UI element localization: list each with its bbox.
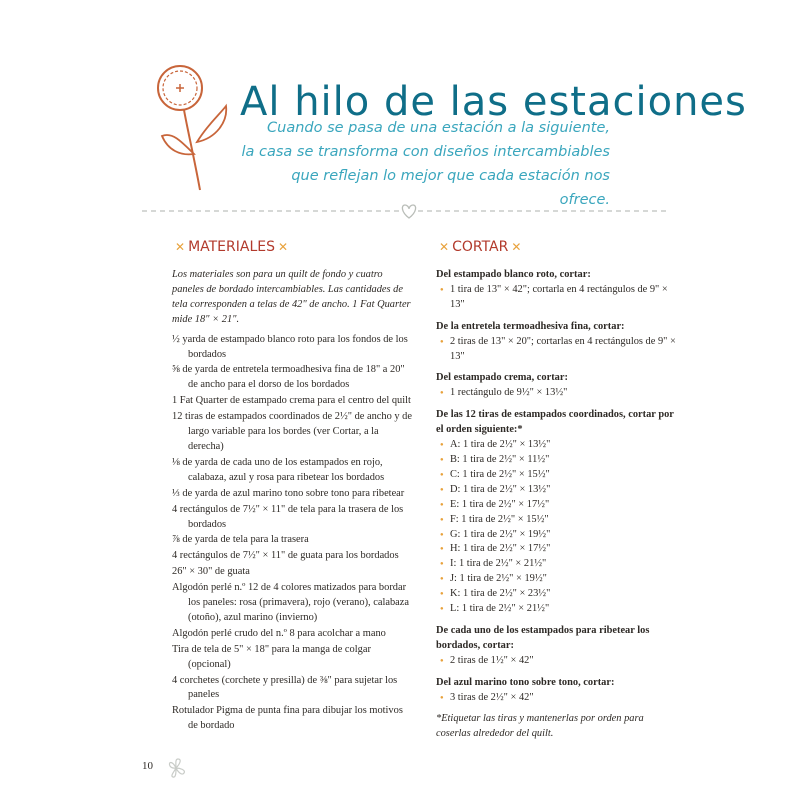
cross-stitch-icon: ✕	[175, 240, 186, 254]
materials-column	[172, 236, 412, 735]
dashed-divider	[142, 200, 670, 222]
cut-item: ● K: 1 tira de 2½" × 23½"	[436, 587, 676, 602]
subtitle-line: Cuando se pasa de una estación a la siguiente,	[267, 120, 610, 136]
flower-ornament-icon	[164, 756, 188, 780]
cut-group	[436, 320, 676, 365]
cut-item: ● D: 1 tira de 2½" × 13½"	[436, 483, 676, 498]
cut-item: ● C: 1 tira de 2½" × 15½"	[436, 468, 676, 483]
list-item: 4 rectángulos de 7½" × 11" de guata para los bordados	[172, 550, 399, 562]
cut-group-title: De cada uno de los estampados para ribetear los bordados, cortar:	[436, 624, 650, 651]
cut-group-title: Del azul marino tono sobre tono, cortar:	[436, 676, 615, 688]
cut-item: ● 2 tiras de 1½" × 42"	[436, 654, 676, 669]
cut-group	[436, 268, 676, 313]
cutting-column	[436, 236, 676, 753]
list-item: ½ yarda de estampado blanco roto para los fondos de los bordados	[172, 333, 408, 360]
cutting-heading: ✕ CORTAR ✕	[439, 239, 522, 255]
cut-item: ● B: 1 tira de 2½" × 11½"	[436, 453, 676, 468]
list-item: 4 rectángulos de 7½" × 11" de tela para la trasera de los bordados	[172, 503, 404, 530]
cut-group-title: De la entretela termoadhesiva fina, cortar:	[436, 320, 625, 332]
cross-stitch-icon: ✕	[278, 240, 289, 254]
list-item: Algodón perlé crudo del n.º 8 para acolchar a mano	[172, 627, 386, 639]
cut-group	[436, 624, 676, 669]
list-item: ⅓ de yarda de azul marino tono sobre tono para ribetear	[172, 487, 405, 499]
page-subtitle	[240, 116, 610, 212]
materials-list	[172, 333, 412, 735]
materials-intro: Los materiales son para un quilt de fondo y cuatro paneles de bordado intercambiables. Las cantidades de tela corresponden a telas de 42" de ancho. 1 Fat Quarter mide 18" × 21".	[172, 269, 411, 325]
cut-group	[436, 408, 676, 617]
cut-item: ● 1 tira de 13" × 42"; cortarla en 4 rectángulos de 9" × 13"	[436, 283, 676, 313]
list-item: ⅝ de yarda de entretela termoadhesiva fina de 18" a 20" de ancho para el dorso de los bordados	[172, 364, 405, 391]
cut-group	[436, 371, 676, 401]
materials-heading: ✕ MATERIALES ✕	[175, 239, 289, 255]
cut-item: ● 3 tiras de 2½" × 42"	[436, 691, 676, 706]
cut-group-title: Del estampado crema, cortar:	[436, 372, 568, 384]
cut-item: ● 2 tiras de 13" × 20"; cortarlas en 4 rectángulos de 9" × 13"	[436, 335, 676, 365]
list-item: ⅞ de yarda de tela para la trasera	[172, 534, 309, 546]
cut-item: ● L: 1 tira de 2½" × 21½"	[436, 602, 676, 617]
list-item: Tira de tela de 5" × 18" para la manga de colgar (opcional)	[172, 643, 371, 670]
list-item: 1 Fat Quarter de estampado crema para el centro del quilt	[172, 395, 411, 407]
cut-item: ● H: 1 tira de 2½" × 17½"	[436, 542, 676, 557]
cross-stitch-icon: ✕	[511, 240, 522, 254]
subtitle-line: que reflejan lo mejor que cada estación nos ofrece.	[291, 168, 610, 208]
subtitle-line: la casa se transforma con diseños intercambiables	[241, 144, 610, 160]
list-item: Rotulador Pigma de punta fina para dibujar los motivos de bordado	[172, 705, 403, 732]
cut-group	[436, 676, 676, 706]
cut-group-title: De las 12 tiras de estampados coordinados, cortar por el orden siguiente:*	[436, 409, 674, 436]
cut-item: ● E: 1 tira de 2½" × 17½"	[436, 498, 676, 513]
cut-item: ● 1 rectángulo de 9½" × 13½"	[436, 386, 676, 401]
cross-stitch-icon: ✕	[439, 240, 450, 254]
flower-icon	[150, 62, 230, 194]
page-number: 10	[142, 760, 153, 772]
list-item: 12 tiras de estampados coordinados de 2½" de ancho y de largo variable para los bordes (ver Cortar, a la derecha)	[172, 411, 412, 452]
page-title: Al hilo de las estaciones	[240, 78, 747, 125]
heart-icon	[402, 205, 415, 218]
cut-item: ● F: 1 tira de 2½" × 15½"	[436, 513, 676, 528]
list-item: 4 corchetes (corchete y presilla) de ⅜" para sujetar los paneles	[172, 674, 398, 701]
list-item: Algodón perlé n.º 12 de 4 colores matizados para bordar los paneles: rosa (primavera), rojo (verano), calabaza (otoño), azul marino (invierno)	[172, 582, 409, 623]
cut-item: ● J: 1 tira de 2½" × 19½"	[436, 572, 676, 587]
cutting-note: *Etiquetar las tiras y mantenerlas por orden para coserlas alrededor del quilt.	[436, 713, 644, 740]
list-item: 26" × 30" de guata	[172, 566, 250, 578]
cut-group-title: Del estampado blanco roto, cortar:	[436, 269, 591, 280]
cut-item: ● G: 1 tira de 2½" × 19½"	[436, 528, 676, 543]
cut-item: ● A: 1 tira de 2½" × 13½"	[436, 438, 676, 453]
list-item: ⅛ de yarda de cada uno de los estampados en rojo, calabaza, azul y rosa para ribetear los bordados	[172, 456, 385, 483]
cut-item: ● I: 1 tira de 2½" × 21½"	[436, 557, 676, 572]
